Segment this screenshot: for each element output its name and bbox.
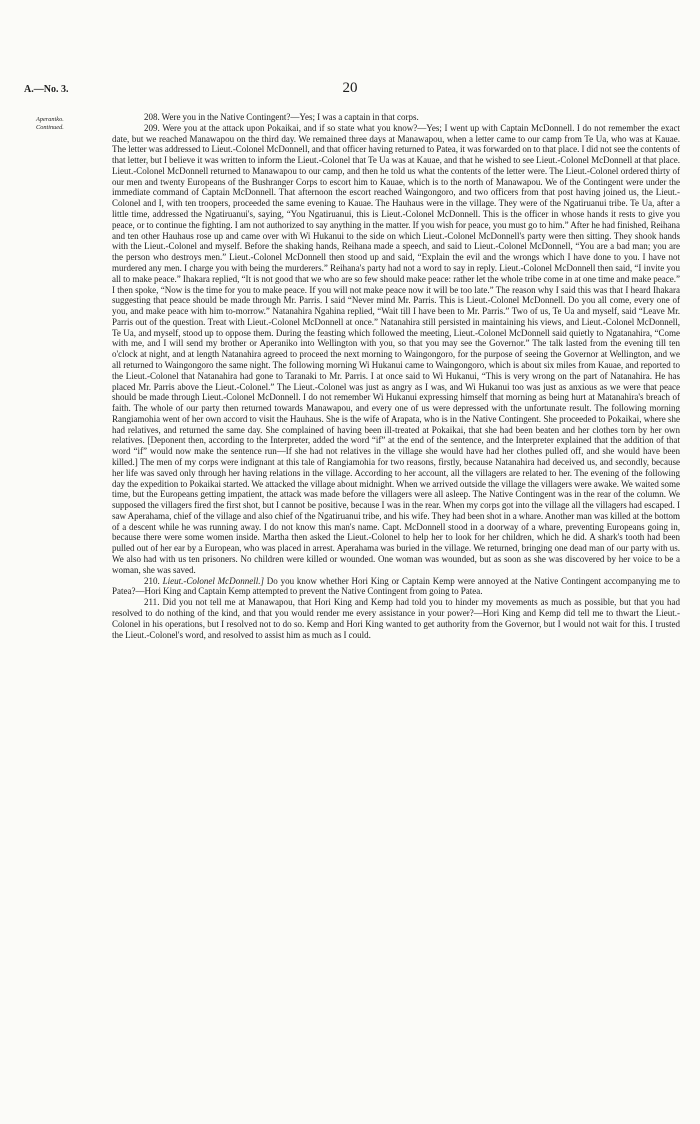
- paragraph-210: [112, 576, 680, 598]
- document-reference: A.—No. 3.: [24, 84, 69, 95]
- paragraph-211: 211. Did you not tell me at Manawapou, that Hori King and Kemp had told you to hinder my movements as much as possible, but that you had resolved to do nothing of the kind, and that you would render me every assistance in your power?—Hori King and Kemp did tell me to thwart the Lieut.-Colonel in his operations, but I resolved not to do so. Kemp and Hori King wanted to get authority from the Governor, but I would not wait for this. I trusted the Lieut.-Colonel's word, and resolved to assist him as much as I could.: [112, 597, 680, 640]
- margin-note-name: Aperaniko.: [36, 116, 64, 123]
- paragraph-210-speaker: Lieut.-Colonel McDonnell.]: [162, 575, 264, 586]
- paragraph-210-number: 210.: [144, 575, 160, 586]
- paragraph-210-text: Do you know whether Hori King or Captain Kemp were annoyed at the Native Contingent accompanying me to Patea?—Hori King and Captain Kemp attempted to prevent the Native Contingent from going to Patea.: [112, 575, 680, 597]
- margin-note: [36, 116, 106, 132]
- margin-note-continued: Continued.: [36, 124, 64, 131]
- document-body: [112, 112, 680, 640]
- paragraph-209: 209. Were you at the attack upon Pokaikai, and if so state what you know?—Yes; I went up with Captain McDonnell. I do not remember the exact date, but we reached Manawapou on the third day. We remained three days at Manawapou, when a letter came to our camp from Te Ua, who was at Kauae. The letter was addressed to Lieut.-Colonel McDonnell, and that officer having returned to Patea, it was forwarded on to that place. I did not see the contents of that letter, but I believe it was written to inform the Lieut.-Colonel that Te Ua was at Kauae, and that he wished to see Lieut.-Colonel McDonnell at that place. Lieut.-Colonel McDonnell returned to Manawapou to our camp, and then he told us what the contents of the letter were. The Lieut.-Colonel ordered thirty of our men and twenty Europeans of the Bushranger Corps to escort him to Kauae, which is to the north of Manawapou. We of the Contingent were under the immediate command of Captain McDonnell. That afternoon the escort reached Waingongoro, and two officers from that post having joined us, the Lieut.-Colonel and I, with ten troopers, proceeded the same evening to Kauae. The Hauhaus were in the village. They were of the Ngatiruanui tribe. Te Ua, after a little time, addressed the Ngatiruanui's, saying, “You Ngatiruanui, this is Lieut.-Colonel McDonnell. This is the officer in whose hands it rests to give you peace, or to continue the fighting. I am not authorized to say anything in the matter. If you wish for peace, you must go to him.” After he had finished, Reihana and ten other Hauhaus rose up and came over with Wi Hukanui to the side on which Lieut.-Colonel McDonnell's party were then sitting. They shook hands with the Lieut.-Colonel and myself. Before the shaking hands, Reihana made a speech, and said to Lieut.-Colonel McDonnell, “You are a bad man; you are the person who destroys men.” Lieut.-Colonel McDonnell then stood up and said, “Explain the evil and the wrongs which I have done to you. I have not murdered any men. I charge you with being the murderers.” Reihana's party had not a word to say in reply. Lieut.-Colonel McDonnell then said, “I invite you all to make peace.” Ihakara replied, “It is not good that we who are so few should make peace: rather let the whole tribe come in at one time and make peace.” I then spoke, “Now is the time for you to make peace. If you will not make peace now it will be too late.” The reason why I said this was that I heard Ihakara suggesting that peace should be made through Mr. Parris. I said “Never mind Mr. Parris. This is Lieut.-Colonel McDonnell. Do you all come, every one of you, and make peace with him to-morrow.” Natanahira Ngahina replied, “Wait till I have been to Mr. Parris.” Two of us, Te Ua and myself, said “Leave Mr. Parris out of the question. Treat with Lieut.-Colonel McDonnell at once.” Natanahira still persisted in maintaining his views, and Lieut.-Colonel McDonnell, Te Ua, and myself, stood up to oppose them. During the feasting which followed the meeting, Lieut.-Colonel McDonnell said quietly to Ngatanahira, “Come with me, and I will send my brother or Aperaniko into Wellington with you, so that you may see the Governor.” The talk lasted from the evening till ten o'clock at night, and at length Natanahira agreed to proceed the next morning to Waingongoro, for the purpose of seeing the Governor at Wellington, and we all returned to Waingongoro the same night. The following morning Wi Hukanui came to Waingongoro, which is about six miles from Kauae, and reported to the Lieut.-Colonel that Natanahira had gone to Taranaki to Mr. Parris. I at once said to Wi Hukanui, “This is very wrong on the part of Natanahira. He has placed Mr. Parris above the Lieut.-Colonel.” The Lieut.-Colonel was just as angry as I was, and Wi Hukanui too was just as anxious as we were that peace should be made through Lieut.-Colonel McDonnell. I do not remember Wi Hukanui expressing himself that morning as being hurt at Matanahira's breach of faith. The whole of our party then returned towards Manawapou, and every one of us were depressed with the unfortunate result. The following morning Rangiamohia went of her own accord to visit the Hauhaus. She is the wife of Arapata, who is in the Native Contingent. She proceeded to Pokaikai, where she had relatives, and returned the same day. She complained of having been ill-treated at Pokaikai, that she had been beaten and her clothes torn by her own relatives. [Deponent then, according to the Interpreter, added the word “if” at the end of the sentence, and the Interpreter explained that the addition of that word “if” would now make the sentence run—If she had not relatives in the village she would have had her clothes pulled off, and she would have been killed.] The men of my corps were indignant at this tale of Rangiamohia for two reasons, firstly, because Natanahira had deceived us, and secondly, because her life was saved only through her having relations in the village. According to her account, all the villagers are related to her. The evening of the following day the expedition to Pokaikai started. We attacked the village about midnight. When we arrived outside the village the villagers were awake. We waited some time, but the Europeans getting impatient, the attack was made before the villagers were all asleep. The Native Contingent was in the rear of the column. We supposed the villagers fired the first shot, but I cannot be positive, because I was in the rear. When my corps got into the village all the villagers had escaped. I saw Aperahama, chief of the village and also chief of the Ngatiruanui tribe, and his wife. They had been shot in a whare. Another man was killed at the bottom of a descent while he was running away. I do not know this man's name. Capt. McDonnell stood in a doorway of a whare, preventing Europeans going in, because there were some women inside. Martha then asked the Lieut.-Colonel to help her to look for her children, which he did. A shark's tooth had been pulled out of her ear by a European, who was placed in arrest. Aperahama was buried in the village. We returned, bringing one dead man of our party with us. We also had with us ten prisoners. No children were killed or wounded. One woman was wounded, but as soon as she was discovered by her voice to be a woman, she was saved.: [112, 122, 680, 575]
- paragraph-208: 208. Were you in the Native Contingent?—Yes; I was a captain in that corps.: [144, 112, 419, 122]
- page-number: 20: [342, 80, 358, 96]
